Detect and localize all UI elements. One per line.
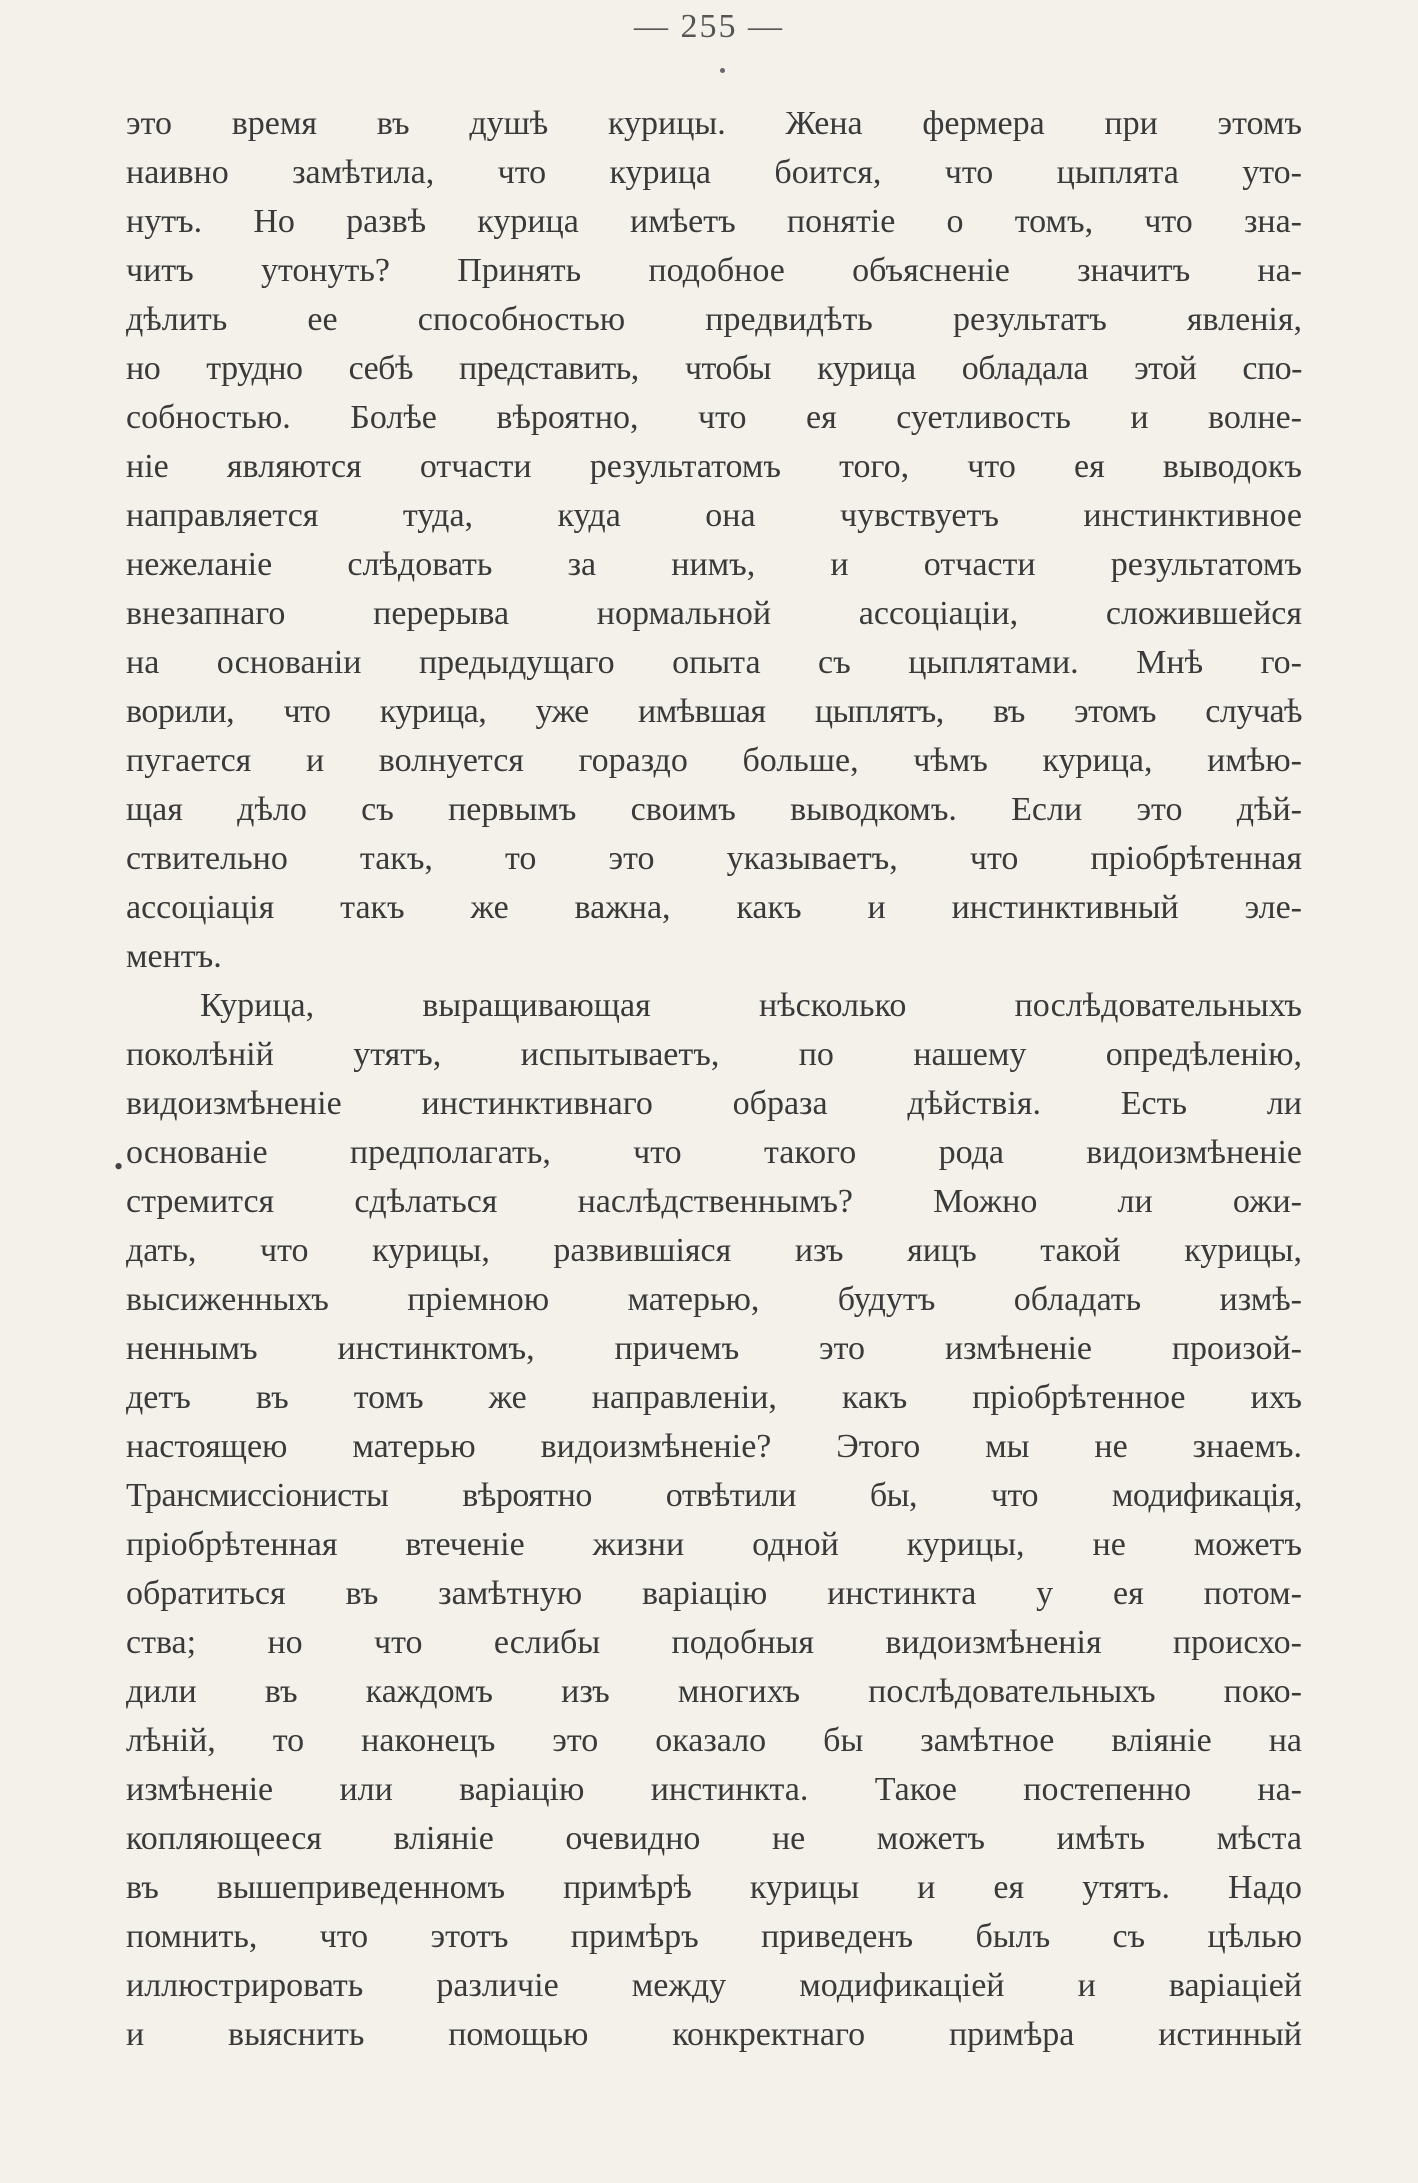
text-line: направляется туда, куда она чувствуетъ инстинктивное — [126, 497, 1302, 534]
print-speck — [720, 68, 725, 73]
text-line: видоизмѣненіе инстинктивнаго образа дѣйствія. Есть ли — [126, 1085, 1302, 1122]
text-line: ства; но что еслибы подобныя видоизмѣненія происхо- — [126, 1624, 1302, 1661]
text-line: нежеланіе слѣдовать за нимъ, и отчасти результатомъ — [126, 546, 1302, 583]
text-line: это время въ душѣ курицы. Жена фермера при этомъ — [126, 105, 1302, 142]
text-line: ворили, что курица, уже имѣвшая цыплятъ, въ этомъ случаѣ — [126, 693, 1302, 730]
text-line: стремится сдѣлаться наслѣдственнымъ? Можно ли ожи- — [126, 1183, 1302, 1220]
text-line: помнить, что этотъ примѣръ приведенъ былъ съ цѣлью — [126, 1918, 1302, 1955]
text-line: основаніе предполагать, что такого рода видоизмѣненіе — [126, 1134, 1302, 1171]
text-line: дать, что курицы, развившіяся изъ яицъ такой курицы, — [126, 1232, 1302, 1269]
text-line: неннымъ инстинктомъ, причемъ это измѣненіе произой- — [126, 1330, 1302, 1367]
text-line: щая дѣло съ первымъ своимъ выводкомъ. Если это дѣй- — [126, 791, 1302, 828]
text-line: но трудно себѣ представить, чтобы курица обладала этой спо- — [126, 350, 1302, 387]
text-line: пугается и волнуется гораздо больше, чѣмъ курица, имѣю- — [126, 742, 1302, 779]
text-line: дили въ каждомъ изъ многихъ послѣдовательныхъ поко- — [126, 1673, 1302, 1710]
text-line: настоящею матерью видоизмѣненіе? Этого мы не знаемъ. — [126, 1428, 1302, 1465]
text-line: наивно замѣтила, что курица боится, что цыплята уто- — [126, 154, 1302, 191]
text-line: обратиться въ замѣтную варіацію инстинкта у ея потом- — [126, 1575, 1302, 1612]
paragraph-1 — [126, 99, 1302, 981]
text-line: на основаніи предыдущаго опыта съ цыплятами. Мнѣ го- — [126, 644, 1302, 681]
text-line: Курица, выращивающая нѣсколько послѣдовательныхъ — [200, 987, 1302, 1024]
text-line: пріобрѣтенная втеченіе жизни одной курицы, не можетъ — [126, 1526, 1302, 1563]
text-line: ассоціація такъ же важна, какъ и инстинктивный эле- — [126, 889, 1302, 926]
text-line: копляющееся вліяніе очевидно не можетъ имѣть мѣста — [126, 1820, 1302, 1857]
page-number: — 255 — — [634, 8, 784, 45]
text-line: Трансмиссіонисты вѣроятно отвѣтили бы, что модификація, — [126, 1477, 1302, 1514]
text-line: высиженныхъ пріемною матерью, будутъ обладать измѣ- — [126, 1281, 1302, 1318]
text-line: лѣній, то наконецъ это оказало бы замѣтное вліяніе на — [126, 1722, 1302, 1759]
text-line: читъ утонуть? Принять подобное объясненіе значитъ на- — [126, 252, 1302, 289]
text-line: поколѣній утятъ, испытываетъ, по нашему опредѣленію, — [126, 1036, 1302, 1073]
text-line: измѣненіе или варіацію инстинкта. Такое постепенно на- — [126, 1771, 1302, 1808]
text-line: нутъ. Но развѣ курица имѣетъ понятіе о томъ, что зна- — [126, 203, 1302, 240]
text-line: ніе являются отчасти результатомъ того, что ея выводокъ — [126, 448, 1302, 485]
margin-mark: • — [114, 1152, 124, 1181]
text-line: ствительно такъ, то это указываетъ, что пріобрѣтенная — [126, 840, 1302, 877]
text-line: и выяснить помощью конкректнаго примѣра истинный — [126, 2016, 1302, 2053]
text-line: ментъ. — [126, 938, 222, 975]
paragraph-2 — [126, 981, 1302, 2059]
text-line: детъ въ томъ же направленіи, какъ пріобрѣтенное ихъ — [126, 1379, 1302, 1416]
text-line: въ вышеприведенномъ примѣрѣ курицы и ея утятъ. Надо — [126, 1869, 1302, 1906]
body-text — [126, 99, 1302, 2059]
text-line: иллюстрировать различіе между модификаціей и варіаціей — [126, 1967, 1302, 2004]
text-line: собностью. Болѣе вѣроятно, что ея суетливость и волне- — [126, 399, 1302, 436]
text-line: дѣлить ее способностью предвидѣть результатъ явленія, — [126, 301, 1302, 338]
text-line: внезапнаго перерыва нормальной ассоціаціи, сложившейся — [126, 595, 1302, 632]
